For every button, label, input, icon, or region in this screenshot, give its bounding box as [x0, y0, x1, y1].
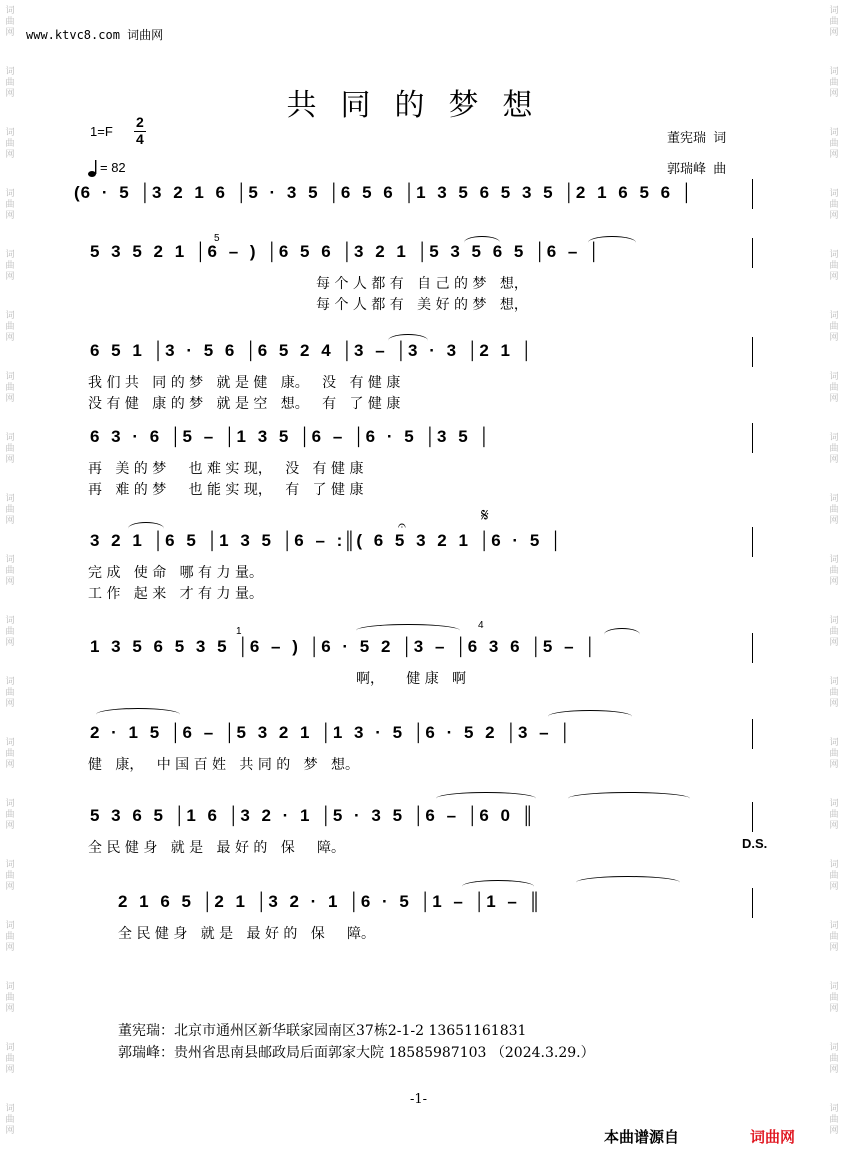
- watermark-text: 词 曲 网: [5, 128, 15, 160]
- lyric-line: 工 作 起 来 才 有 力 量。: [88, 586, 263, 602]
- watermark-text: 词 曲 网: [829, 860, 839, 892]
- row-end-barline: [752, 802, 753, 832]
- quarter-note-icon: [88, 160, 98, 182]
- lyric-line: 再 难 的 梦 也 能 实 现， 有 了 健 康: [88, 482, 364, 498]
- row-end-barline: [752, 633, 753, 663]
- segno-sign: 𝄋: [481, 505, 489, 526]
- watermark-text: 词 曲 网: [829, 1043, 839, 1075]
- watermark-text: 词 曲 网: [5, 982, 15, 1014]
- watermark-text: 词 曲 网: [5, 494, 15, 526]
- watermark-text: 词 曲 网: [5, 67, 15, 99]
- tie: [356, 624, 460, 637]
- watermark-text: 词 曲 网: [829, 189, 839, 221]
- tie: [568, 792, 690, 805]
- watermark-text: 词 曲 网: [5, 311, 15, 343]
- tie: [388, 334, 428, 347]
- watermark-text: 词 曲 网: [829, 372, 839, 404]
- watermark-text: 词 曲 网: [829, 921, 839, 953]
- tie: [464, 236, 500, 249]
- watermark-text: 词 曲 网: [829, 250, 839, 282]
- page-number: -1-: [410, 1092, 428, 1107]
- watermark-text: 词 曲 网: [829, 494, 839, 526]
- watermark-text: 词 曲 网: [5, 921, 15, 953]
- lyric-line: 没 有 健 康 的 梦 就 是 空 想。 有 了 健 康: [88, 396, 401, 412]
- tempo: = 82: [100, 160, 126, 175]
- watermark-text: 词 曲 网: [5, 250, 15, 282]
- notation-row: 5 3 5 2 1 │6 – ) │6 5 6 │3 2 1 │5 3 5 6 5 │6 – │: [90, 242, 601, 261]
- key-signature: 1=F: [90, 124, 113, 139]
- row-end-barline: [752, 238, 753, 268]
- row-end-barline: [752, 423, 753, 453]
- tie: [548, 710, 632, 723]
- site-url[interactable]: www.ktvc8.com 词曲网: [26, 28, 164, 42]
- watermark-text: 词 曲 网: [5, 860, 15, 892]
- notation-row: 6 3 · 6 │5 – │1 3 5 │6 – │6 · 5 │3 5 │: [90, 427, 492, 446]
- tie: [588, 236, 636, 249]
- watermark-text: 词 曲 网: [5, 6, 15, 38]
- lyric-line: 再 美 的 梦 也 难 实 现， 没 有 健 康: [88, 461, 364, 477]
- watermark-text: 词 曲 网: [5, 1043, 15, 1075]
- watermark-text: 词 曲 网: [829, 128, 839, 160]
- source-label: 本曲谱源自: [604, 1129, 680, 1146]
- watermark-text: 词 曲 网: [829, 677, 839, 709]
- tie: [128, 522, 164, 535]
- notation-row: 6 5 1 │3 · 5 6 │6 5 2 4 │3 – │3 · 3 │2 1 │: [90, 341, 534, 360]
- song-title: 共同的梦想: [286, 88, 557, 123]
- watermark-text: 词 曲 网: [829, 555, 839, 587]
- time-signature-bottom: 4: [136, 131, 144, 147]
- watermark-text: 词 曲 网: [829, 799, 839, 831]
- watermark-text: 词 曲 网: [5, 372, 15, 404]
- watermark-text: 词 曲 网: [829, 982, 839, 1014]
- watermark-text: 词 曲 网: [829, 616, 839, 648]
- volta-4: 4: [478, 620, 484, 631]
- volta-1: 1: [236, 626, 242, 637]
- source-brand-link[interactable]: 词曲网: [750, 1129, 796, 1146]
- watermark-text: 词 曲 网: [829, 433, 839, 465]
- watermark-text: 词 曲 网: [5, 799, 15, 831]
- row-end-barline: [752, 527, 753, 557]
- lyric-line: 全 民 健 身 就 是 最 好 的 保 障。: [88, 840, 346, 856]
- footer-contact-2: 郭瑞峰：贵州省思南县邮政局后面郭家大院 18585987103 （2024.3.29.）: [118, 1045, 595, 1061]
- notation-row: 1 3 5 6 5 3 5 │6 – ) │6 · 5 2 │3 – │6 3 6 │5 – │: [90, 637, 597, 656]
- row-end-barline: [752, 888, 753, 918]
- watermark-text: 词 曲 网: [829, 6, 839, 38]
- lyric-line: 啊， 健 康 啊: [356, 671, 467, 687]
- lyric-line: 每 个 人 都 有 自 己 的 梦 想，: [316, 276, 528, 292]
- notation-row: (6 · 5 │3 2 1 6 │5 · 3 5 │6 5 6 │1 3 5 6 5 3 5 │2 1 6 5 6 │: [74, 183, 694, 202]
- watermark-text: 词 曲 网: [5, 616, 15, 648]
- watermark-text: 词 曲 网: [829, 311, 839, 343]
- lyric-line: 我 们 共 同 的 梦 就 是 健 康。 没 有 健 康: [88, 375, 401, 391]
- watermark-text: 词 曲 网: [5, 555, 15, 587]
- composer: 郭瑞峰 曲: [667, 161, 727, 176]
- lyric-line: 全 民 健 身 就 是 最 好 的 保 障。: [118, 926, 376, 942]
- watermark-text: 词 曲 网: [5, 189, 15, 221]
- fermata-sign: 𝄐: [398, 518, 406, 534]
- watermark-text: 词 曲 网: [5, 1104, 15, 1136]
- notation-row: 5 3 6 5 │1 6 │3 2 · 1 │5 · 3 5 │6 – │6 0 ║: [90, 806, 535, 825]
- tie: [96, 708, 180, 721]
- watermark-text: 词 曲 网: [829, 67, 839, 99]
- lyric-line: 每 个 人 都 有 美 好 的 梦 想，: [316, 297, 528, 313]
- volta-5: 5: [214, 233, 220, 244]
- lyric-line: 健 康， 中 国 百 姓 共 同 的 梦 想。: [88, 757, 360, 773]
- notation-row: 3 2 1 │6 5 │1 3 5 │6 – :║( 6 5 3 2 1 │6 · 5 │: [90, 531, 563, 550]
- watermark-text: 词 曲 网: [829, 738, 839, 770]
- watermark-text: 词 曲 网: [5, 677, 15, 709]
- tie: [462, 880, 534, 893]
- tie: [576, 876, 680, 889]
- tie: [604, 628, 640, 641]
- notation-row: 2 · 1 5 │6 – │5 3 2 1 │1 3 · 5 │6 · 5 2 │3 – │: [90, 723, 572, 742]
- lyricist: 董宪瑞 词: [667, 130, 727, 145]
- time-signature-top: 2: [136, 114, 144, 130]
- row-end-barline: [752, 337, 753, 367]
- lyric-line: 完 成 使 命 哪 有 力 量。: [88, 565, 263, 581]
- footer-contact-1: 董宪瑞：北京市通州区新华联家园南区37栋2-1-2 13651161831: [118, 1023, 527, 1039]
- row-end-barline: [752, 179, 753, 209]
- watermark-text: 词 曲 网: [5, 433, 15, 465]
- row-end-barline: [752, 719, 753, 749]
- tie: [436, 792, 536, 805]
- watermark-text: 词 曲 网: [5, 738, 15, 770]
- notation-row: 2 1 6 5 │2 1 │3 2 · 1 │6 · 5 │1 – │1 – ║: [118, 892, 542, 911]
- ds-mark: D.S.: [742, 836, 768, 851]
- watermark-text: 词 曲 网: [829, 1104, 839, 1136]
